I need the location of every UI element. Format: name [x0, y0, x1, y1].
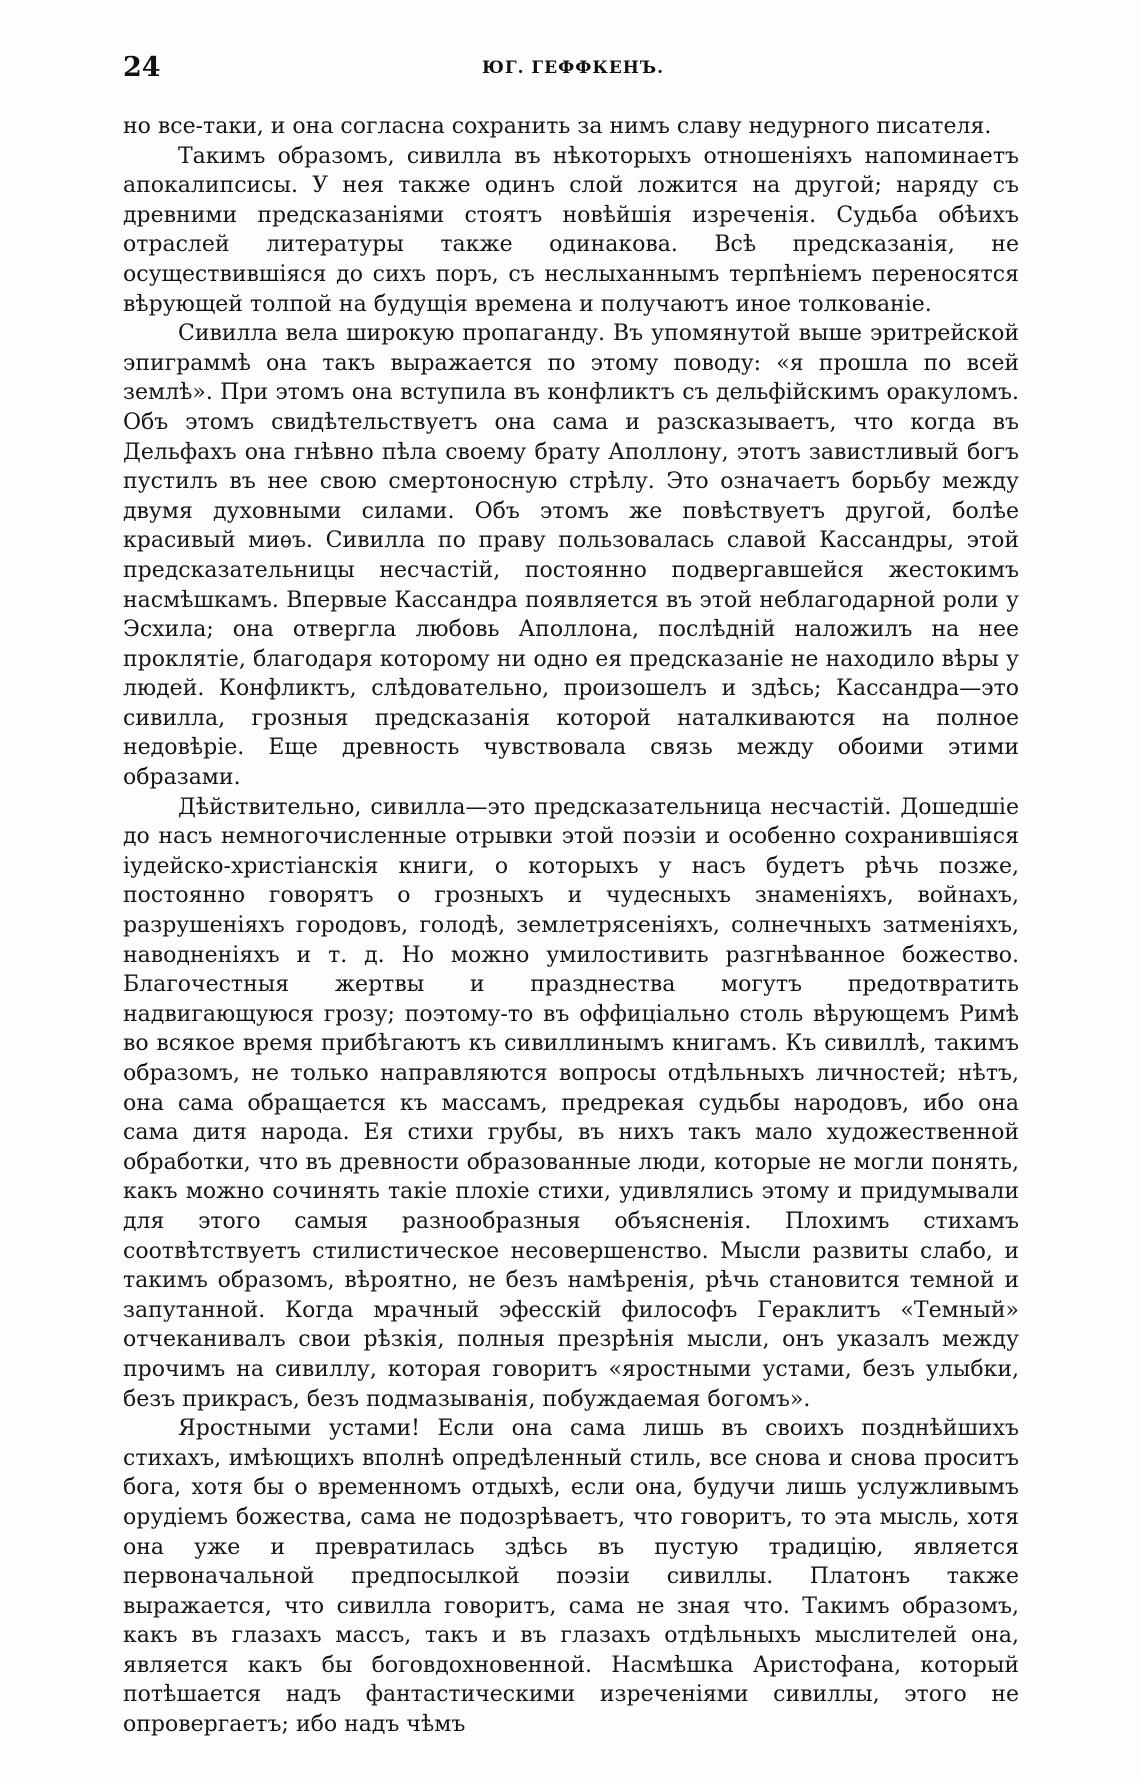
page-header	[123, 52, 1023, 92]
paragraph: но все-таки, и она согласна сохранить за нимъ славу недурного писателя.	[123, 114, 992, 139]
text-body	[123, 112, 1019, 1740]
paragraph: Сивилла вела широкую пропаганду. Въ упомянутой выше эритрейской эпиграммѣ она такъ выражается по этому поводу: «я прошла по всей землѣ». При этомъ она вступила въ конфликтъ съ дельфійскимъ оракуломъ. Объ этомъ свидѣтельствуетъ она сама и разсказываетъ, что когда въ Дельфахъ она гнѣвно пѣла своему брату Аполлону, этотъ завистливый богъ пустилъ въ нее свою смертоносную стрѣлу. Это означаетъ борьбу между двумя духовными силами. Объ этомъ же повѣствуетъ другой, болѣе красивый миѳъ. Сивилла по праву пользовалась славой Кассандры, этой предсказательницы несчастій, постоянно подвергавшейся жестокимъ насмѣшкамъ. Впервые Кассандра появляется въ этой неблагодарной роли у Эсхила; она отвергла любовь Аполлона, послѣдній наложилъ на нее проклятіе, благодаря которому ни одно ея предсказаніе не находило вѣры у людей. Конфликтъ, слѣдовательно, произошелъ и здѣсь; Кассандра—это сивилла, грозныя предсказанія которой наталкиваются на полное недовѣріе. Еще древность чувствовала связь между обоими этими образами.	[123, 321, 1019, 791]
paragraph: Дѣйствительно, сивилла—это предсказательница несчастій. Дошедшіе до насъ немногочисленные отрывки этой поэзіи и особенно сохранившіяся іудейско-христіанскія книги, о которыхъ у насъ будетъ рѣчь позже, постоянно говорятъ о грозныхъ и чудесныхъ знаменіяхъ, войнахъ, разрушеніяхъ городовъ, голодѣ, землетрясеніяхъ, солнечныхъ затменіяхъ, наводненіяхъ и т. д. Но можно умилостивить разгнѣванное божество. Благочестныя жертвы и празднества могутъ предотвратить надвигающуюся грозу; поэтому-то въ оффиціально столь вѣрующемъ Римѣ во всякое время прибѣгаютъ къ сивиллинымъ книгамъ. Къ сивиллѣ, такимъ образомъ, не только направляются вопросы отдѣльныхъ личностей; нѣтъ, она сама обращается къ массамъ, предрекая судьбы народовъ, ибо она сама дитя народа. Ея стихи грубы, въ нихъ такъ мало художественной обработки, что въ древности образованные люди, которые не могли понять, какъ можно сочинять такіе плохіе стихи, удивлялись этому и придумывали для этого самыя разнообразныя объясненія. Плохимъ стихамъ соотвѣтствуетъ стилистическое несовершенство. Мысли развиты слабо, и такимъ образомъ, вѣроятно, не безъ намѣренія, рѣчь становится темной и запутанной. Когда мрачный эфесскій философъ Гераклитъ «Темный» отчеканивалъ свои рѣзкія, полныя презрѣнія мысли, онъ указалъ между прочимъ на сивиллу, которая говоритъ «яростными устами, безъ улыбки, безъ прикрасъ, безъ подмазыванія, побуждаемая богомъ».	[123, 794, 1019, 1412]
paragraph: Яростными устами! Если она сама лишь въ своихъ позднѣйшихъ стихахъ, имѣющихъ вполнѣ опредѣленный стиль, все снова и снова проситъ бога, хотя бы о временномъ отдыхѣ, если она, будучи лишь услужливымъ орудіемъ божества, сама не подозрѣваетъ, что говоритъ, то эта мысль, хотя она уже и превратилась здѣсь въ пустую традицію, является первоначальной предпосылкой поэзіи сивиллы. Платонъ также выражается, что сивилла говоритъ, сама не зная что. Такимъ образомъ, какъ въ глазахъ массъ, такъ и въ глазахъ отдѣльныхъ мыслителей она, является какъ бы боговдохновенной. Насмѣшка Аристофана, который потѣшается надъ фантастическими изреченіями сивиллы, этого не опровергаетъ; ибо надъ чѣмъ	[123, 1416, 1019, 1738]
paragraph: Такимъ образомъ, сивилла въ нѣкоторыхъ отношеніяхъ напоминаетъ апокалипсисы. У нея также одинъ слой ложится на другой; наряду съ древними предсказаніями стоятъ новѣйшія изреченія. Судьба обѣихъ отраслей литературы также одинакова. Всѣ предсказанія, не осуществившіяся до сихъ поръ, съ неслыханнымъ терпѣніемъ переносятся вѣрующей толпой на будущія времена и получаютъ иное толкованіе.	[123, 143, 1019, 317]
page-number: 24	[123, 52, 161, 83]
running-head: ЮГ. ГЕФФКЕНЪ.	[481, 58, 665, 78]
